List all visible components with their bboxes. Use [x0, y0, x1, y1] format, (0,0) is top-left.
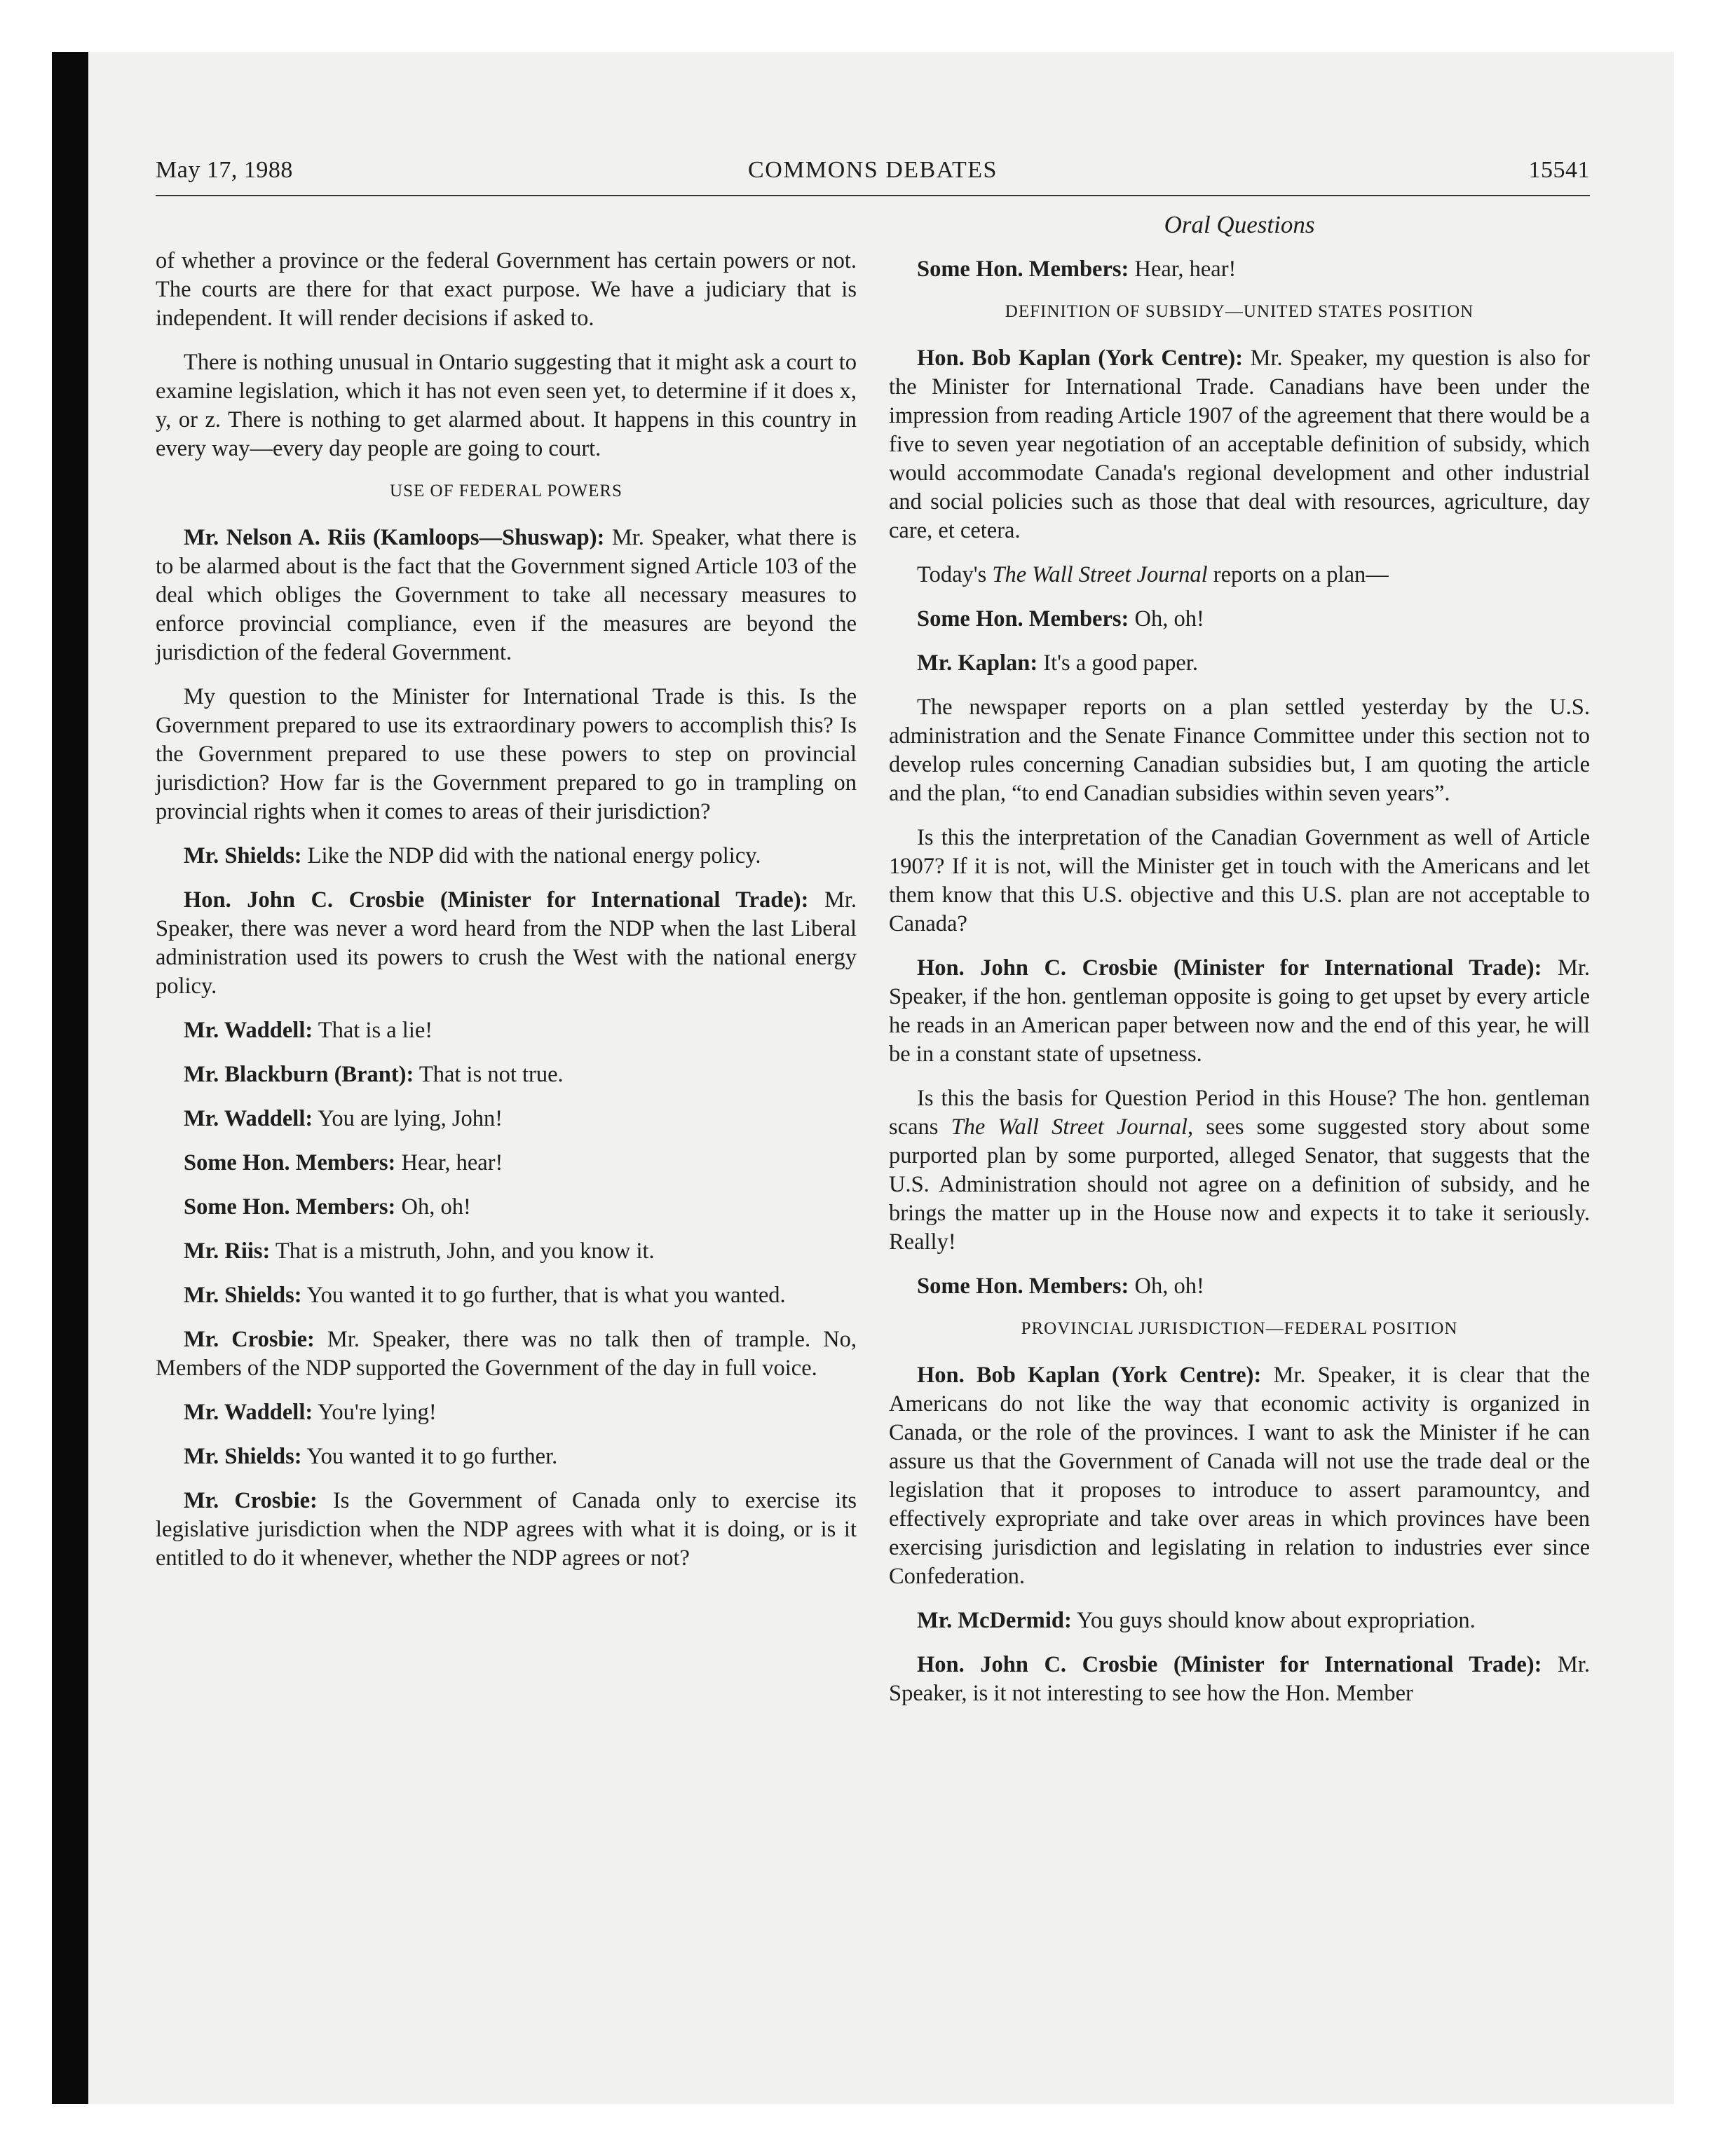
- speech-text: Is the Government of Canada only to exercise its legislative jurisdiction when the NDP agrees with what it is doing, or is it entitled to do it whenever, whether the NDP agrees or not?: [156, 1488, 857, 1571]
- text-run: Today's: [917, 562, 987, 587]
- speech-text: Hear, hear!: [401, 1150, 503, 1175]
- speech-waddell: [156, 1016, 857, 1045]
- speech-crosbie: [889, 1651, 1590, 1708]
- speech-members: [889, 1272, 1590, 1301]
- speech-members: [156, 1193, 857, 1222]
- page-header: [156, 156, 1590, 196]
- speaker-name: Mr. Shields:: [184, 1283, 302, 1308]
- speech-waddell: [156, 1398, 857, 1427]
- right-column: [889, 210, 1590, 1724]
- text-run: reports on a plan—: [1213, 562, 1389, 587]
- speech-riis: [156, 524, 857, 667]
- speech-members: [889, 605, 1590, 634]
- speaker-name: Hon. John C. Crosbie (Minister for International Trade):: [917, 955, 1542, 981]
- paragraph: of whether a province or the federal Government has certain powers or not. The courts are there for that exact purpose. We have a judiciary that is independent. It will render decisions if asked to.: [156, 248, 857, 331]
- speech-text: Mr. Speaker, what there is to be alarmed about is the fact that the Government signed Article 103 of the deal which obliges the Government to take all necessary measures to enforce provincial compliance, even if the measures are beyond the jurisdiction of the federal Government.: [156, 525, 857, 665]
- speech-blackburn: [156, 1060, 857, 1089]
- speech-text: Oh, oh!: [1134, 606, 1204, 632]
- speech-text: Like the NDP did with the national energy policy.: [307, 843, 761, 868]
- publication-title: The Wall Street Journal: [992, 562, 1208, 587]
- speech-text: Hear, hear!: [1134, 257, 1237, 282]
- left-column: [156, 247, 857, 1588]
- speech-text: You are lying, John!: [318, 1106, 503, 1131]
- speaker-name: Mr. Shields:: [184, 1444, 302, 1469]
- speaker-name: Some Hon. Members:: [184, 1194, 396, 1220]
- paragraph: There is nothing unusual in Ontario suggesting that it might ask a court to examine legislation, which it has not even seen yet, to determine if it does x, y, or z. There is nothing to get alarmed about. It happens in this country in every way—every day people are going to court.: [156, 350, 857, 461]
- speaker-name: Hon. Bob Kaplan (York Centre):: [917, 1363, 1262, 1388]
- text-run: , sees some suggested story about some purported plan by some purported, alleged Senator, that suggests that the U.S. Administration should not agree on a definition of subsidy, and he brings the matter up in the House now and expects it to take it seriously. Really!: [889, 1114, 1590, 1255]
- speaker-name: Hon. John C. Crosbie (Minister for International Trade):: [184, 887, 809, 913]
- paragraph-todays-journal: [889, 561, 1590, 589]
- speech-text: You wanted it to go further, that is what you wanted.: [306, 1283, 786, 1308]
- speech-text: You guys should know about expropriation.: [1076, 1608, 1476, 1633]
- speaker-name: Mr. Kaplan:: [917, 650, 1038, 676]
- speech-kaplan: [889, 649, 1590, 678]
- speech-members: [156, 1149, 857, 1178]
- speech-members: [889, 255, 1590, 284]
- speaker-name: Mr. McDermid:: [917, 1608, 1072, 1633]
- speech-crosbie: [156, 1487, 857, 1573]
- speaker-name: Mr. Riis:: [184, 1239, 271, 1264]
- speech-kaplan: [889, 344, 1590, 545]
- rubric-provincial-jurisdiction: PROVINCIAL JURISDICTION—FEDERAL POSITION: [1021, 1319, 1458, 1338]
- header-date: May 17, 1988: [156, 157, 293, 183]
- speaker-name: Hon. Bob Kaplan (York Centre):: [917, 346, 1244, 371]
- speaker-name: Mr. Waddell:: [184, 1106, 313, 1131]
- speech-waddell: [156, 1105, 857, 1133]
- speech-text: That is a mistruth, John, and you know it.: [275, 1239, 655, 1264]
- speech-text: It's a good paper.: [1043, 650, 1198, 676]
- speech-shields: [156, 1281, 857, 1310]
- speech-riis: [156, 1237, 857, 1266]
- rubric-use-of-federal-powers: USE OF FEDERAL POWERS: [390, 482, 622, 500]
- speaker-name: Hon. John C. Crosbie (Minister for International Trade):: [917, 1652, 1542, 1677]
- speech-text: You're lying!: [318, 1400, 437, 1425]
- speech-text: Mr. Speaker, it is clear that the Americans do not like the way that economic activity is organized in Canada, or the role of the provinces. I want to ask the Minister if he can assure us that the Government of Canada will not use the trade deal or the legislation that it proposes to introduce to assert paramountcy, and effectively expropriate and take over areas in which provinces have been exercising jurisdiction and legislating in relation to industries ever since Confederation.: [889, 1363, 1590, 1589]
- speaker-name: Mr. Crosbie:: [184, 1488, 318, 1513]
- speech-text: Mr. Speaker, my question is also for the Minister for International Trade. Canadians have been under the impression from reading Article 1907 of the agreement that there would be a five to seven year negotiation of an acceptable definition of subsidy, which would accommodate Canada's regional development and other industrial and social policies such as those that deal with resources, agriculture, day care, et cetera.: [889, 346, 1590, 543]
- speech-text: Mr. Speaker, there was never a word heard from the NDP when the last Liberal administration used its powers to crush the West with the national energy policy.: [156, 887, 857, 999]
- scan-binding-edge: [52, 52, 88, 2104]
- speech-text: That is not true.: [419, 1062, 564, 1087]
- speech-text: Mr. Speaker, is it not interesting to see how the Hon. Member: [889, 1652, 1591, 1706]
- section-title: Oral Questions: [1164, 211, 1315, 238]
- speaker-name: Mr. Blackburn (Brant):: [184, 1062, 414, 1087]
- speaker-name: Some Hon. Members:: [184, 1150, 396, 1175]
- speech-text: Mr. Speaker, there was no talk then of trample. No, Members of the NDP supported the Government of the day in full voice.: [156, 1327, 857, 1381]
- speech-shields: [156, 1442, 857, 1471]
- rubric-definition-of-subsidy: DEFINITION OF SUBSIDY—UNITED STATES POSITION: [1005, 302, 1474, 321]
- speaker-name: Mr. Nelson A. Riis (Kamloops—Shuswap):: [184, 525, 605, 550]
- speaker-name: Mr. Waddell:: [184, 1018, 313, 1043]
- speaker-name: Some Hon. Members:: [917, 1274, 1129, 1299]
- speech-text: Mr. Speaker, if the hon. gentleman opposite is going to get upset by every article he reads in an American paper between now and the end of this year, he will be in a constant state of upsetness.: [889, 955, 1591, 1067]
- header-title: COMMONS DEBATES: [748, 157, 998, 183]
- speech-text: You wanted it to go further.: [306, 1444, 558, 1469]
- speech-crosbie: [156, 1325, 857, 1383]
- header-page-number: 15541: [1528, 157, 1590, 183]
- paragraph-basis: [889, 1084, 1590, 1257]
- speech-crosbie: [156, 886, 857, 1001]
- paragraph: The newspaper reports on a plan settled yesterday by the U.S. administration and the Senate Finance Committee under this section not to develop rules concerning Canadian subsidies but, I am quoting the article and the plan, “to end Canadian subsidies within seven years”.: [889, 695, 1590, 806]
- speech-kaplan: [889, 1361, 1590, 1591]
- text-run: Is this the basis for Question Period in this House? The hon. gentleman scans: [889, 1086, 1590, 1140]
- speech-text: That is a lie!: [318, 1018, 433, 1043]
- publication-title: The Wall Street Journal: [951, 1114, 1188, 1140]
- paragraph: Is this the interpretation of the Canadian Government as well of Article 1907? If it is not, will the Minister get in touch with the Americans and let them know that this U.S. objective and this U.S. plan are not acceptable to Canada?: [889, 825, 1590, 936]
- paragraph: My question to the Minister for International Trade is this. Is the Government prepared to use its extraordinary powers to accomplish this? Is the Government prepared to use these powers to step on provincial jurisdiction? How far is the Government prepared to go in trampling on provincial rights when it comes to areas of their jurisdiction?: [156, 684, 857, 824]
- speaker-name: Mr. Crosbie:: [184, 1327, 315, 1352]
- speech-crosbie: [889, 954, 1590, 1069]
- speech-shields: [156, 842, 857, 871]
- speaker-name: Mr. Shields:: [184, 843, 302, 868]
- speech-mcdermid: [889, 1606, 1590, 1635]
- speaker-name: Mr. Waddell:: [184, 1400, 313, 1425]
- speech-text: Oh, oh!: [1134, 1274, 1204, 1299]
- speaker-name: Some Hon. Members:: [917, 257, 1129, 282]
- speaker-name: Some Hon. Members:: [917, 606, 1129, 632]
- speech-text: Oh, oh!: [401, 1194, 471, 1220]
